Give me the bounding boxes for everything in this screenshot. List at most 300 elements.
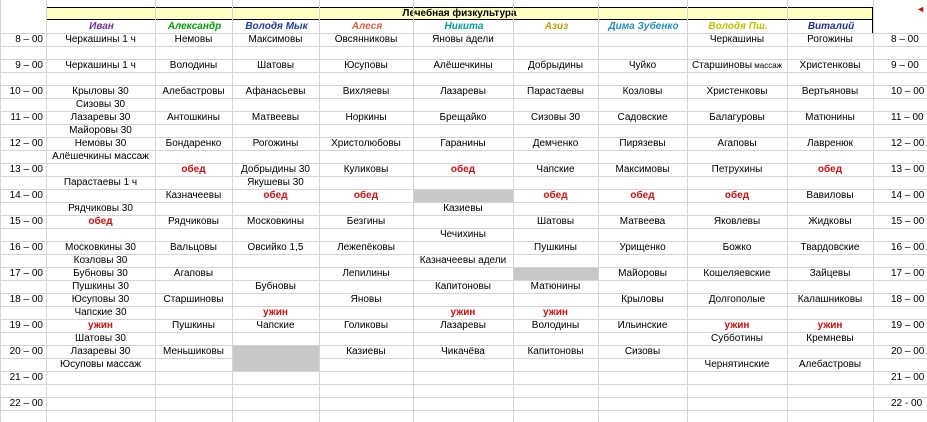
- cell-text: Алёшечкины: [433, 60, 493, 71]
- cell-text: Юсуповы 30: [71, 294, 130, 305]
- cell-text: Сизовы 30: [75, 99, 126, 110]
- column-header[interactable]: Дима Зубенко: [608, 21, 679, 32]
- cell-text: Капитоновы: [527, 346, 584, 357]
- cell-text: Твардовские: [800, 242, 860, 253]
- break-cell[interactable]: [513, 189, 598, 202]
- break-cell[interactable]: [413, 163, 513, 176]
- cell-text: Рогожины: [807, 34, 853, 45]
- time-label-left: 16 – 00: [9, 242, 43, 253]
- grid-line-horizontal: [0, 397, 927, 398]
- cell-text: Норкины: [345, 112, 387, 123]
- cell-text: ужин: [450, 307, 476, 318]
- time-label-left: 22 – 00: [9, 398, 43, 409]
- cell-text: Чикачёва: [441, 346, 485, 357]
- time-label-right: 15 – 00: [891, 216, 925, 227]
- cell-text: Пушкины: [534, 242, 577, 253]
- break-cell[interactable]: [155, 163, 232, 176]
- schedule-cell[interactable]: [513, 163, 598, 176]
- schedule-cell[interactable]: [513, 111, 598, 124]
- schedule-cell[interactable]: [787, 358, 873, 371]
- time-label-right: 20 – 00: [891, 346, 925, 357]
- schedule-cell[interactable]: [46, 241, 155, 254]
- column-header[interactable]: Никита: [444, 21, 484, 32]
- schedule-cell[interactable]: [46, 111, 155, 124]
- cell-text: Юсуповы массаж: [59, 359, 142, 370]
- schedule-cell[interactable]: [687, 267, 787, 280]
- cell-text: Чапские: [536, 164, 575, 175]
- schedule-cell[interactable]: [46, 332, 155, 345]
- schedule-cell[interactable]: [232, 59, 319, 72]
- schedule-cell[interactable]: [46, 124, 155, 137]
- cell-text: Овсийко 1,5: [247, 242, 304, 253]
- schedule-cell[interactable]: [787, 111, 873, 124]
- cell-text: Юсуповы: [344, 60, 388, 71]
- schedule-cell[interactable]: [513, 137, 598, 150]
- break-cell[interactable]: [319, 189, 413, 202]
- cell-text: Чапские 30: [74, 307, 127, 318]
- schedule-cell[interactable]: [787, 241, 873, 254]
- schedule-cell[interactable]: [598, 85, 687, 98]
- cell-text: Майоровы: [618, 268, 667, 279]
- schedule-cell[interactable]: [232, 33, 319, 46]
- cell-text: Черкашины: [709, 34, 765, 45]
- cell-text: Лепилины: [342, 268, 390, 279]
- cell-text: Лежепёковы: [337, 242, 395, 253]
- schedule-cell[interactable]: [513, 85, 598, 98]
- cell-text: Лазаревы 30: [70, 112, 131, 123]
- cell-text: Немовы 30: [74, 138, 127, 149]
- schedule-cell[interactable]: [598, 59, 687, 72]
- schedule-cell[interactable]: [319, 85, 413, 98]
- cell-text: Лазаревы: [440, 320, 486, 331]
- schedule-cell[interactable]: [687, 85, 787, 98]
- cell-text: Яновы адели: [432, 34, 494, 45]
- schedule-cell[interactable]: [413, 254, 513, 267]
- cell-text: Матюнины: [530, 281, 581, 292]
- cell-text: обед: [724, 190, 750, 201]
- cell-text: Матвеевы: [251, 112, 300, 123]
- cell-text: ужин: [543, 307, 568, 318]
- time-label-left: 21 – 00: [9, 372, 43, 383]
- cell-text: обед: [353, 190, 379, 201]
- schedule-cell[interactable]: [413, 111, 513, 124]
- schedule-cell[interactable]: [46, 85, 155, 98]
- cell-text: Вавиловы: [806, 190, 854, 201]
- cell-text: Голиковы: [343, 320, 389, 331]
- cell-text: Божко: [722, 242, 752, 253]
- cell-text: Лазаревы: [440, 86, 486, 97]
- time-label-right: 14 – 00: [891, 190, 925, 201]
- schedule-cell[interactable]: [155, 33, 232, 46]
- cell-text: Рядчиковы 30: [68, 203, 133, 214]
- schedule-cell[interactable]: [413, 85, 513, 98]
- schedule-cell[interactable]: [319, 267, 413, 280]
- cell-text: Пушкины: [172, 320, 215, 331]
- break-cell[interactable]: [413, 306, 513, 319]
- grid-line-horizontal: [0, 371, 927, 372]
- break-cell[interactable]: [687, 319, 787, 332]
- schedule-cell[interactable]: [232, 85, 319, 98]
- schedule-cell[interactable]: [46, 358, 155, 371]
- schedule-cell[interactable]: [598, 319, 687, 332]
- grid-line-horizontal: [0, 72, 927, 73]
- cell-text: Демченко: [532, 138, 579, 149]
- cell-text: Овсянниковы: [334, 34, 398, 45]
- cell-text: Пирязевы: [619, 138, 666, 149]
- break-cell[interactable]: [232, 306, 319, 319]
- cell-text: Парастаевы: [527, 86, 584, 97]
- schedule-cell[interactable]: [598, 111, 687, 124]
- cell-text: Черкашины 1 ч: [65, 34, 136, 45]
- schedule-cell[interactable]: [319, 319, 413, 332]
- cell-text: Московкины: [246, 216, 305, 227]
- column-header[interactable]: Александр: [167, 21, 222, 32]
- cell-text: Шатовы: [256, 60, 295, 71]
- break-cell[interactable]: [46, 319, 155, 332]
- cell-text: Максимовы: [615, 164, 670, 175]
- cell-text: Сизовы: [624, 346, 661, 357]
- time-label-right: 9 – 00: [891, 60, 919, 71]
- schedule-cell[interactable]: [319, 33, 413, 46]
- cell-text: обед: [450, 164, 476, 175]
- schedule-cell[interactable]: [413, 59, 513, 72]
- schedule-cell[interactable]: [598, 345, 687, 358]
- cell-text: Лавренюк: [807, 138, 853, 149]
- cell-text: Максимовы: [248, 34, 303, 45]
- schedule-cell[interactable]: [319, 241, 413, 254]
- schedule-cell[interactable]: [46, 293, 155, 306]
- cell-text: Крыловы: [621, 294, 664, 305]
- schedule-cell[interactable]: [46, 33, 155, 46]
- column-header[interactable]: Володя Мык: [245, 21, 308, 32]
- schedule-cell[interactable]: [232, 241, 319, 254]
- schedule-cell[interactable]: [687, 215, 787, 228]
- schedule-cell[interactable]: [687, 332, 787, 345]
- column-header[interactable]: Иван: [89, 21, 114, 32]
- schedule-cell[interactable]: [46, 59, 155, 72]
- cell-text: Чечихины: [440, 229, 486, 240]
- cell-text: Алебастровы: [798, 359, 862, 370]
- blocked-cell[interactable]: [233, 346, 319, 371]
- schedule-cell[interactable]: [232, 215, 319, 228]
- cell-text: Добрыдины 30: [241, 164, 310, 175]
- time-label-right: 21 – 00: [891, 372, 925, 383]
- schedule-cell[interactable]: [46, 150, 155, 163]
- cell-text: Чернятинские: [704, 359, 770, 370]
- cell-text: обед: [630, 190, 655, 201]
- schedule-cell[interactable]: [413, 137, 513, 150]
- cell-text: Сизовы 30: [530, 112, 581, 123]
- schedule-cell[interactable]: [319, 163, 413, 176]
- cell-text: Рядчиковы: [168, 216, 219, 227]
- cell-text: Капитоновы: [434, 281, 491, 292]
- break-cell[interactable]: [687, 189, 787, 202]
- cell-text: Субботины: [710, 333, 763, 344]
- cell-text: Казиевы: [346, 346, 386, 357]
- time-label-left: 17 – 00: [9, 268, 43, 279]
- time-label-left: 9 – 00: [15, 60, 43, 71]
- cell-text: Яновы: [350, 294, 382, 305]
- schedule-cell[interactable]: [598, 293, 687, 306]
- time-label-right: 19 – 00: [891, 320, 925, 331]
- blocked-cell[interactable]: [414, 190, 513, 202]
- cell-text: Шатовы: [536, 216, 575, 227]
- schedule-cell[interactable]: [513, 319, 598, 332]
- cell-text: Жидковы: [808, 216, 852, 227]
- cell-text: Вихляевы: [342, 86, 390, 97]
- schedule-cell[interactable]: [513, 280, 598, 293]
- schedule-cell[interactable]: [687, 293, 787, 306]
- cell-text: Вертьяновы: [801, 86, 859, 97]
- schedule-cell[interactable]: [413, 345, 513, 358]
- time-label-right: 12 – 00: [891, 138, 925, 149]
- cell-text: Садовские: [617, 112, 668, 123]
- column-header[interactable]: Алеся: [351, 21, 383, 32]
- cell-text: Ильинские: [617, 320, 668, 331]
- cell-text: Вальцовы: [170, 242, 217, 253]
- cell-text: Христенковы: [799, 60, 861, 71]
- cell-text: Безгины: [346, 216, 386, 227]
- schedule-cell[interactable]: [687, 111, 787, 124]
- cell-text: Шатовы 30: [75, 333, 126, 344]
- break-cell[interactable]: [46, 215, 155, 228]
- grid-line-horizontal: [0, 46, 927, 47]
- cell-text: Казначеевы адели: [419, 255, 507, 266]
- time-label-right: 8 – 00: [891, 34, 919, 45]
- cell-text: Крыловы 30: [72, 86, 129, 97]
- cell-text: Агаповы: [717, 138, 757, 149]
- time-label-left: 11 – 00: [10, 112, 43, 123]
- schedule-cell[interactable]: [46, 280, 155, 293]
- sheet-title: Лечебная физкультура: [402, 8, 517, 19]
- schedule-cell[interactable]: [787, 215, 873, 228]
- time-label-right: 16 – 00: [891, 242, 925, 253]
- schedule-cell[interactable]: [687, 241, 787, 254]
- cell-text: Пушкины 30: [72, 281, 129, 292]
- cell-text: Матвеева: [619, 216, 666, 227]
- cell-text: Володины: [169, 60, 218, 71]
- cell-text: Алёшечкины массаж: [52, 151, 149, 162]
- cell-text: Афанасьевы: [245, 86, 306, 97]
- break-cell[interactable]: [598, 189, 687, 202]
- grid-line-horizontal: [0, 410, 927, 411]
- schedule-cell[interactable]: [232, 163, 319, 176]
- time-label-right: 11 – 00: [891, 112, 924, 123]
- schedule-cell[interactable]: [787, 189, 873, 202]
- schedule-cell[interactable]: [155, 85, 232, 98]
- schedule-cell[interactable]: [598, 241, 687, 254]
- cell-text: ужин: [724, 320, 750, 331]
- schedule-cell[interactable]: [598, 137, 687, 150]
- schedule-cell[interactable]: [155, 241, 232, 254]
- cell-text: Антошкины: [167, 112, 220, 123]
- cell-text: Матюнины: [805, 112, 855, 123]
- schedule-cell[interactable]: [232, 319, 319, 332]
- cell-text: Старшиновы: [163, 294, 224, 305]
- schedule-cell[interactable]: [46, 267, 155, 280]
- cell-text: Балагуровы: [709, 112, 765, 123]
- cell-text: Зайцевы: [809, 268, 851, 279]
- time-label-right: 22 - 00: [891, 398, 923, 409]
- time-label-right: 17 – 00: [891, 268, 925, 279]
- cell-text: Черкашины 1 ч: [65, 60, 136, 71]
- cell-text: Калашниковы: [797, 294, 863, 305]
- schedule-cell[interactable]: [513, 215, 598, 228]
- schedule-cell[interactable]: [413, 33, 513, 46]
- schedule-cell[interactable]: [46, 98, 155, 111]
- time-label-right: 18 – 00: [891, 294, 925, 305]
- cell-text: Лазаревы 30: [70, 346, 131, 357]
- schedule-cell[interactable]: [46, 345, 155, 358]
- cell-text: Алебастровы: [162, 86, 225, 97]
- schedule-cell[interactable]: [598, 215, 687, 228]
- time-label-left: 12 – 00: [9, 138, 43, 149]
- cell-text: обед: [817, 164, 843, 175]
- cell-text: Петрухины: [711, 164, 763, 175]
- cell-text: Бубновы 30: [73, 268, 128, 279]
- schedule-cell[interactable]: [46, 176, 155, 189]
- time-label-left: 20 – 00: [9, 346, 43, 357]
- blocked-cell[interactable]: [514, 268, 598, 280]
- cell-text: обед: [181, 164, 206, 175]
- schedule-cell[interactable]: [155, 189, 232, 202]
- schedule-cell[interactable]: [319, 345, 413, 358]
- cell-text: Долгополые: [708, 294, 766, 305]
- schedule-cell[interactable]: [46, 254, 155, 267]
- time-label-left: 8 – 00: [15, 34, 43, 45]
- schedule-cell[interactable]: [319, 59, 413, 72]
- schedule-cell[interactable]: [155, 267, 232, 280]
- schedule-cell[interactable]: [232, 280, 319, 293]
- time-label-left: 19 – 00: [9, 320, 43, 331]
- cell-text: Рогожины: [252, 138, 299, 149]
- schedule-cell[interactable]: [232, 137, 319, 150]
- cell-text: Козловы: [622, 86, 663, 97]
- cell-text: обед: [88, 216, 113, 227]
- grid-line-horizontal: [0, 384, 927, 385]
- break-cell[interactable]: [232, 189, 319, 202]
- cell-text: Казначеевы: [165, 190, 222, 201]
- break-cell[interactable]: [787, 319, 873, 332]
- schedule-cell[interactable]: [46, 137, 155, 150]
- cell-text: Урищенко: [619, 242, 666, 253]
- schedule-cell[interactable]: [319, 293, 413, 306]
- corner-arrow-icon[interactable]: ◄: [916, 4, 925, 14]
- schedule-cell[interactable]: [687, 358, 787, 371]
- cell-text: Якушевы 30: [247, 177, 304, 188]
- schedule-cell[interactable]: [787, 332, 873, 345]
- cell-text: Казиевы: [443, 203, 483, 214]
- schedule-cell[interactable]: [319, 137, 413, 150]
- cell-text: Агаповы: [173, 268, 214, 279]
- cell-text: Кремневы: [806, 333, 854, 344]
- cell-text: Яковлевы: [713, 216, 761, 227]
- schedule-cell[interactable]: [319, 215, 413, 228]
- time-label-left: 10 – 00: [9, 86, 43, 97]
- break-cell[interactable]: [513, 306, 598, 319]
- cell-text: обед: [543, 190, 568, 201]
- column-header[interactable]: Азиз: [544, 21, 569, 32]
- schedule-cell[interactable]: [319, 111, 413, 124]
- schedule-cell[interactable]: [155, 319, 232, 332]
- schedule-cell[interactable]: [787, 59, 873, 72]
- schedule-cell[interactable]: [787, 33, 873, 46]
- time-label-left: 18 – 00: [9, 294, 43, 305]
- cell-text: Христолюбовы: [331, 138, 401, 149]
- schedule-cell[interactable]: [155, 111, 232, 124]
- cell-text: Добрыдины: [527, 60, 584, 71]
- schedule-cell[interactable]: [513, 59, 598, 72]
- cell-text: Чапские: [256, 320, 295, 331]
- cell-text: ужин: [88, 320, 113, 331]
- schedule-cell[interactable]: [513, 241, 598, 254]
- schedule-cell[interactable]: [787, 137, 873, 150]
- cell-text: Бубновы: [255, 281, 296, 292]
- cell-text: Майоровы 30: [69, 125, 132, 136]
- column-header[interactable]: Виталий: [807, 21, 855, 32]
- schedule-cell[interactable]: [155, 215, 232, 228]
- column-header[interactable]: Володя Пш.: [708, 21, 768, 32]
- schedule-cell[interactable]: [413, 280, 513, 293]
- cell-text: Московкины 30: [65, 242, 136, 253]
- schedule-cell[interactable]: [155, 137, 232, 150]
- schedule-cell[interactable]: [46, 306, 155, 319]
- schedule-cell[interactable]: [787, 85, 873, 98]
- cell-text: Куликовы: [343, 164, 389, 175]
- schedule-cell[interactable]: [413, 319, 513, 332]
- schedule-cell[interactable]: [232, 111, 319, 124]
- schedule-cell[interactable]: [232, 176, 319, 189]
- cell-text: ужин: [817, 320, 843, 331]
- cell-text: Старшиновы: [692, 60, 753, 71]
- cell-text: Немовы: [174, 34, 213, 45]
- schedule-cell[interactable]: [687, 137, 787, 150]
- cell-text: ужин: [263, 307, 288, 318]
- cell-text: Гаранины: [440, 138, 486, 149]
- schedule-cell[interactable]: [598, 267, 687, 280]
- schedule-cell[interactable]: [155, 293, 232, 306]
- schedule-cell[interactable]: [413, 228, 513, 241]
- cell-text: Меньшиковы: [163, 346, 224, 357]
- schedule-cell[interactable]: [787, 267, 873, 280]
- schedule-cell[interactable]: [687, 33, 787, 46]
- schedule-cell[interactable]: [598, 163, 687, 176]
- schedule-cell[interactable]: [687, 163, 787, 176]
- time-label-right: 10 – 00: [891, 86, 925, 97]
- cell-text: Христенковы: [706, 86, 768, 97]
- cell-text: Брещайко: [439, 112, 487, 123]
- time-label-right: 13 – 00: [891, 164, 925, 175]
- schedule-cell[interactable]: [413, 202, 513, 215]
- time-label-left: 15 – 00: [9, 216, 43, 227]
- title-bar: [46, 7, 873, 20]
- cell-suffix: массаж: [752, 61, 782, 70]
- schedule-cell[interactable]: [155, 345, 232, 358]
- schedule-cell[interactable]: [46, 202, 155, 215]
- cell-text: Парастаевы 1 ч: [63, 177, 138, 188]
- cell-text: Кошеляевские: [703, 268, 771, 279]
- time-label-left: 14 – 00: [9, 190, 43, 201]
- schedule-cell[interactable]: [787, 293, 873, 306]
- schedule-cell[interactable]: [687, 59, 787, 72]
- cell-text: обед: [263, 190, 288, 201]
- header-row: [46, 20, 873, 34]
- schedule-cell[interactable]: [155, 59, 232, 72]
- time-label-left: 13 – 00: [9, 164, 43, 175]
- schedule-cell[interactable]: [513, 345, 598, 358]
- cell-text: Володины: [531, 320, 580, 331]
- break-cell[interactable]: [787, 163, 873, 176]
